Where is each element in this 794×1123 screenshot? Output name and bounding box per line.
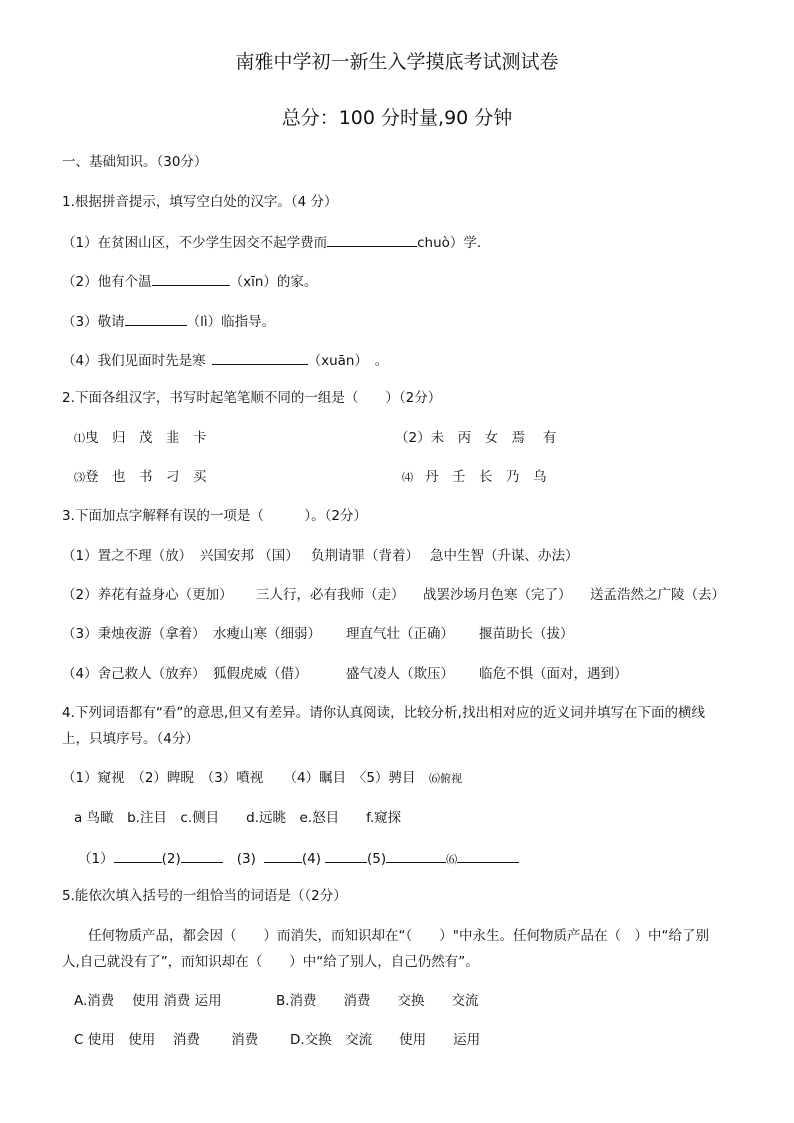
q3-row1-item2: 兴国安邦 （国） — [200, 548, 299, 564]
q3-row2-item2: 三人行，必有我师（走） — [256, 587, 405, 603]
exam-subtitle: 总分：100 分时量,90 分钟 — [281, 107, 513, 129]
q1-stem: 1.根据拼音提示，填写空白处的汉字。（4 分） — [62, 194, 338, 210]
q5-stem: 5.能依次填入括号的一组恰当的词语是（（2分） — [62, 888, 347, 904]
q1-line1-text: （1）在贫困山区，不少学生因交不起学费而 — [62, 235, 328, 251]
q4-options: a 鸟瞰 b.注目 c.侧目 d.远眺 e.怒目 f.窥探 — [74, 810, 402, 826]
q3-row3-item4: 揠苗助长（拔） — [479, 626, 574, 642]
q1-line2-text: （2）他有个温 — [62, 274, 152, 290]
q2-option1-marker: ⑴ — [74, 432, 85, 445]
q4-answer2-label: (2) — [161, 851, 181, 867]
q2-option3-text: 登 也 书 刁 买 — [85, 469, 207, 485]
q5-option-d: D.交换 交流 使用 运用 — [290, 1032, 481, 1048]
q2-option1-text: 曳 归 茂 韭 卡 — [85, 430, 207, 446]
q1-line1-pinyin: chuò）学. — [417, 235, 482, 251]
q1-line2 — [62, 271, 317, 291]
q1-line4 — [62, 350, 388, 370]
exam-title: 南雅中学初一新生入学摸底考试测试卷 — [235, 51, 559, 73]
q4-blank3[interactable] — [264, 848, 302, 863]
q1-blank1[interactable] — [327, 232, 417, 247]
q3-row1-item3: 负荆请罪（背着） — [311, 548, 419, 564]
q1-blank3[interactable] — [125, 311, 187, 326]
q4-answer1-label: （1） — [78, 851, 114, 867]
q5-option-b: B.消费 消费 交换 交流 — [276, 993, 479, 1009]
q3-row4-item4: 临危不惧（面对，遇到） — [479, 666, 628, 682]
q4-blank1[interactable] — [114, 848, 162, 863]
q4-stem-line1: 4.下列词语都有“看”的意思,但又有差异。请你认真阅读，比较分析,找出相对应的近义词并填写在下面的横线 — [62, 705, 705, 721]
q2-option2: （2）未 丙 女 焉 有 — [395, 430, 557, 446]
q1-line3 — [62, 311, 275, 331]
section-heading: 一、基础知识。（30分） — [62, 154, 208, 170]
q3-row2-item1: （2）养花有益身心（更加） — [62, 587, 233, 603]
q5-option-c: C 使用 使用 消费 消费 — [74, 1032, 259, 1048]
q4-stem-line2: 上，只填序号。（4分） — [62, 731, 199, 747]
q3-stem: 3.下面加点字解释有误的一项是（ ）。（2分） — [62, 508, 367, 524]
q3-row4-item1: （4）舍己救人（放弃） — [62, 666, 206, 682]
q4-answer4-label: (4) — [301, 851, 321, 867]
q5-passage-line1: 任何物质产品，都会因（ ）而消失，而知识却在“（ ）"中永生。任何物质产品在（ ）中“给了别 — [88, 928, 709, 944]
q3-row3-item2: 水瘦山寒（细弱） — [213, 626, 321, 642]
q4-answer6-label: ⑹ — [446, 853, 458, 866]
q3-row2-item4: 送孟浩然之广陵（去） — [590, 587, 725, 603]
q4-blank4[interactable] — [325, 848, 367, 863]
q4-blank6[interactable] — [457, 848, 519, 863]
q2-option4-text: 丹 壬 长 乃 乌 — [425, 469, 547, 485]
q3-row3-item1: （3）秉烛夜游（拿着） — [62, 626, 206, 642]
q4-word-list — [62, 769, 462, 788]
q2-option1 — [74, 429, 207, 448]
q1-line3-text: （3）敬请 — [62, 314, 125, 330]
q1-blank2[interactable] — [152, 271, 230, 286]
q1-line4-pinyin: （xuān） 。 — [307, 353, 389, 369]
q4-blank2[interactable] — [181, 848, 223, 863]
q5-passage-line2: 人,自己就没有了”，而知识却在（ ）中“给了别人，自己仍然有”。 — [62, 954, 479, 970]
q5-option-a: A.消费 使用 消费 运用 — [74, 993, 222, 1009]
q3-row4-item3: 盛气凌人（欺压） — [346, 666, 454, 682]
q1-line3-pinyin: （lì）临指导。 — [186, 314, 276, 330]
q3-row1-item1: （1）置之不理（放） — [62, 548, 193, 564]
q3-row4-item2: 狐假虎威（借） — [213, 666, 308, 682]
q1-line4-text: （4）我们见面时先是寒 — [62, 353, 206, 369]
q4-words: （1）窥视 （2）睥睨 （3）噴视 （4）瞩目 〈5）骋目 — [62, 770, 429, 786]
q4-answer5-label: (5) — [366, 851, 387, 867]
q3-row2-item3: 战罢沙场月色寒（完了） — [423, 587, 572, 603]
q3-row3-item3: 理直气壮（正确） — [346, 626, 454, 642]
q2-option3-marker: ⑶ — [74, 471, 85, 484]
q4-word6: 俯视 — [439, 772, 462, 785]
q2-stem: 2.下面各组汉字，书写时起笔笔顺不同的一组是（ ）（2分） — [62, 390, 442, 406]
q4-answer-line — [78, 848, 519, 869]
q2-option4 — [402, 468, 547, 487]
q4-word6-marker: ⑹ — [428, 772, 440, 785]
q1-line1 — [62, 232, 481, 252]
q2-option4-marker: ⑷ — [402, 471, 413, 484]
q2-option3 — [74, 468, 207, 487]
q3-row1-item4: 急中生智（升谋、办法） — [430, 548, 579, 564]
q1-line2-pinyin: （xīn）的家。 — [229, 274, 318, 290]
q4-answer3-label: (3) — [236, 851, 256, 867]
q1-blank4[interactable] — [212, 350, 308, 365]
q4-blank5[interactable] — [386, 848, 446, 863]
